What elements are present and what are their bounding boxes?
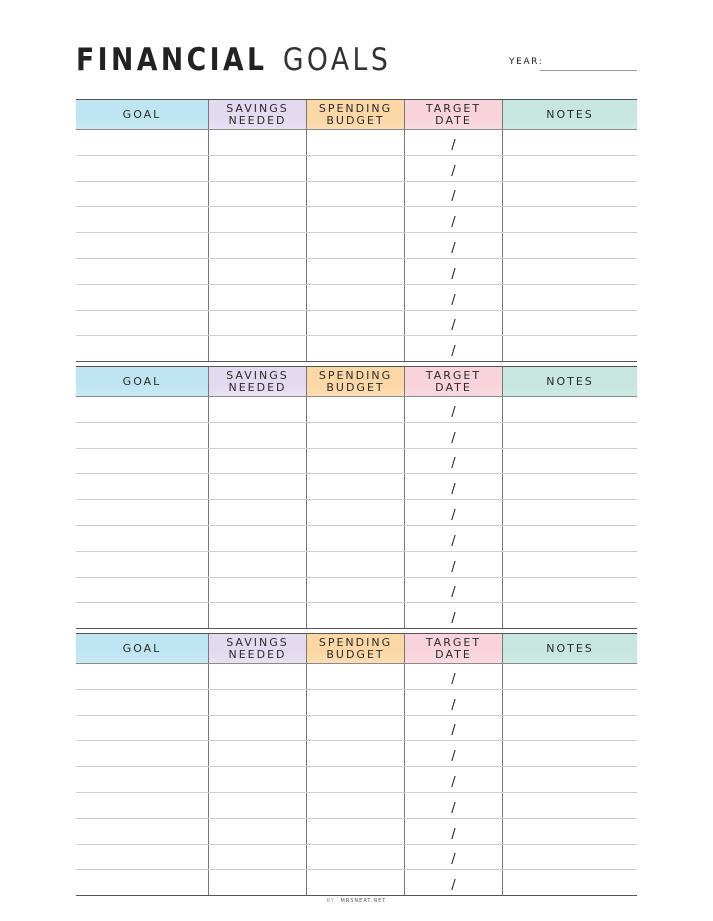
cell-goal[interactable] xyxy=(76,819,209,844)
cell-notes[interactable] xyxy=(503,552,637,577)
cell-goal[interactable] xyxy=(76,603,209,628)
cell-savings-needed[interactable] xyxy=(209,603,307,628)
cell-savings-needed[interactable] xyxy=(209,793,307,818)
cell-notes[interactable] xyxy=(503,819,637,844)
cell-target-date[interactable] xyxy=(405,207,503,232)
cell-target-date[interactable] xyxy=(405,845,503,870)
table-row xyxy=(76,741,637,767)
page-title xyxy=(76,38,391,82)
date-separator: / xyxy=(451,430,456,446)
cell-target-date[interactable] xyxy=(405,603,503,628)
cell-spending-budget[interactable] xyxy=(307,870,405,895)
cell-target-date[interactable] xyxy=(405,285,503,310)
cell-goal[interactable] xyxy=(76,767,209,792)
year-input-line[interactable] xyxy=(540,70,637,71)
cell-notes[interactable] xyxy=(503,156,637,181)
cell-notes[interactable] xyxy=(503,259,637,284)
title-bold-word: FINANCIAL xyxy=(76,42,268,78)
cell-target-date[interactable] xyxy=(405,156,503,181)
cell-target-date[interactable] xyxy=(405,690,503,715)
cell-spending-budget[interactable] xyxy=(307,207,405,232)
cell-spending-budget[interactable] xyxy=(307,578,405,603)
cell-savings-needed[interactable] xyxy=(209,474,307,499)
cell-target-date[interactable] xyxy=(405,259,503,284)
footer-credit xyxy=(0,898,713,904)
title-light-word: GOALS xyxy=(282,42,392,78)
cell-goal[interactable] xyxy=(76,233,209,258)
date-separator: / xyxy=(451,266,456,282)
table-row xyxy=(76,311,637,337)
date-separator: / xyxy=(451,878,456,894)
cell-savings-needed[interactable] xyxy=(209,500,307,525)
cell-spending-budget[interactable] xyxy=(307,285,405,310)
cell-goal[interactable] xyxy=(76,474,209,499)
cell-spending-budget[interactable] xyxy=(307,819,405,844)
cell-spending-budget[interactable] xyxy=(307,793,405,818)
header-notes: NOTES xyxy=(503,100,637,129)
date-separator: / xyxy=(451,559,456,575)
table-row xyxy=(76,664,637,690)
table-row xyxy=(76,716,637,742)
cell-spending-budget[interactable] xyxy=(307,767,405,792)
table-row xyxy=(76,130,637,156)
cell-savings-needed[interactable] xyxy=(209,552,307,577)
cell-notes[interactable] xyxy=(503,741,637,766)
cell-notes[interactable] xyxy=(503,474,637,499)
cell-notes[interactable] xyxy=(503,311,637,336)
cell-target-date[interactable] xyxy=(405,526,503,551)
table-row xyxy=(76,526,637,552)
cell-savings-needed[interactable] xyxy=(209,233,307,258)
cell-target-date[interactable] xyxy=(405,500,503,525)
cell-goal[interactable] xyxy=(76,156,209,181)
cell-target-date[interactable] xyxy=(405,578,503,603)
cell-notes[interactable] xyxy=(503,578,637,603)
cell-notes[interactable] xyxy=(503,603,637,628)
footer-site: MRSNEAT.NET xyxy=(340,898,387,904)
cell-goal[interactable] xyxy=(76,741,209,766)
cell-notes[interactable] xyxy=(503,845,637,870)
date-separator: / xyxy=(451,774,456,790)
cell-spending-budget[interactable] xyxy=(307,130,405,155)
cell-savings-needed[interactable] xyxy=(209,664,307,689)
cell-target-date[interactable] xyxy=(405,233,503,258)
goals-table-3 xyxy=(76,633,637,896)
cell-goal[interactable] xyxy=(76,449,209,474)
cell-savings-needed[interactable] xyxy=(209,130,307,155)
date-separator: / xyxy=(451,800,456,816)
table-row xyxy=(76,870,637,896)
cell-savings-needed[interactable] xyxy=(209,716,307,741)
cell-spending-budget[interactable] xyxy=(307,259,405,284)
cell-savings-needed[interactable] xyxy=(209,311,307,336)
cell-savings-needed[interactable] xyxy=(209,741,307,766)
cell-savings-needed[interactable] xyxy=(209,259,307,284)
cell-target-date[interactable] xyxy=(405,311,503,336)
cell-notes[interactable] xyxy=(503,500,637,525)
cell-target-date[interactable] xyxy=(405,664,503,689)
cell-goal[interactable] xyxy=(76,285,209,310)
table-row xyxy=(76,397,637,423)
cell-target-date[interactable] xyxy=(405,870,503,895)
table-row xyxy=(76,336,637,362)
table-row xyxy=(76,845,637,871)
cell-notes[interactable] xyxy=(503,793,637,818)
date-separator: / xyxy=(451,344,456,360)
cell-spending-budget[interactable] xyxy=(307,449,405,474)
cell-goal[interactable] xyxy=(76,259,209,284)
header-target-date: TARGET DATE xyxy=(405,100,503,129)
header-notes: NOTES xyxy=(503,367,637,396)
cell-goal[interactable] xyxy=(76,793,209,818)
cell-notes[interactable] xyxy=(503,130,637,155)
cell-goal[interactable] xyxy=(76,690,209,715)
cell-goal[interactable] xyxy=(76,311,209,336)
date-separator: / xyxy=(451,482,456,498)
cell-spending-budget[interactable] xyxy=(307,526,405,551)
cell-target-date[interactable] xyxy=(405,423,503,448)
cell-notes[interactable] xyxy=(503,207,637,232)
date-separator: / xyxy=(451,189,456,205)
cell-savings-needed[interactable] xyxy=(209,207,307,232)
table-row xyxy=(76,259,637,285)
cell-notes[interactable] xyxy=(503,182,637,207)
table-row xyxy=(76,690,637,716)
table-header xyxy=(76,99,637,130)
cell-goal[interactable] xyxy=(76,336,209,361)
table-row xyxy=(76,578,637,604)
cell-notes[interactable] xyxy=(503,716,637,741)
cell-savings-needed[interactable] xyxy=(209,449,307,474)
cell-spending-budget[interactable] xyxy=(307,716,405,741)
date-separator: / xyxy=(451,852,456,868)
cell-target-date[interactable] xyxy=(405,182,503,207)
header-spending-budget: SPENDING BUDGET xyxy=(307,367,405,396)
table-body xyxy=(76,130,637,362)
cell-savings-needed[interactable] xyxy=(209,182,307,207)
cell-spending-budget[interactable] xyxy=(307,741,405,766)
date-separator: / xyxy=(451,456,456,472)
cell-spending-budget[interactable] xyxy=(307,397,405,422)
cell-target-date[interactable] xyxy=(405,397,503,422)
cell-notes[interactable] xyxy=(503,285,637,310)
date-separator: / xyxy=(451,163,456,179)
table-body xyxy=(76,664,637,896)
table-row xyxy=(76,156,637,182)
cell-goal[interactable] xyxy=(76,500,209,525)
cell-savings-needed[interactable] xyxy=(209,156,307,181)
cell-notes[interactable] xyxy=(503,233,637,258)
table-row xyxy=(76,793,637,819)
date-separator: / xyxy=(451,697,456,713)
cell-savings-needed[interactable] xyxy=(209,285,307,310)
cell-savings-needed[interactable] xyxy=(209,845,307,870)
cell-savings-needed[interactable] xyxy=(209,690,307,715)
date-separator: / xyxy=(451,611,456,627)
cell-target-date[interactable] xyxy=(405,819,503,844)
cell-goal[interactable] xyxy=(76,207,209,232)
cell-spending-budget[interactable] xyxy=(307,845,405,870)
cell-savings-needed[interactable] xyxy=(209,819,307,844)
date-separator: / xyxy=(451,749,456,765)
cell-savings-needed[interactable] xyxy=(209,870,307,895)
cell-savings-needed[interactable] xyxy=(209,767,307,792)
cell-notes[interactable] xyxy=(503,870,637,895)
date-separator: / xyxy=(451,507,456,523)
cell-spending-budget[interactable] xyxy=(307,603,405,628)
cell-spending-budget[interactable] xyxy=(307,311,405,336)
footer-by: BY xyxy=(326,898,335,904)
header-goal: GOAL xyxy=(76,100,209,129)
cell-target-date[interactable] xyxy=(405,336,503,361)
date-separator: / xyxy=(451,826,456,842)
cell-goal[interactable] xyxy=(76,423,209,448)
cell-savings-needed[interactable] xyxy=(209,336,307,361)
header-notes: NOTES xyxy=(503,634,637,663)
cell-target-date[interactable] xyxy=(405,767,503,792)
cell-goal[interactable] xyxy=(76,664,209,689)
header-goal: GOAL xyxy=(76,367,209,396)
date-separator: / xyxy=(451,240,456,256)
cell-savings-needed[interactable] xyxy=(209,397,307,422)
date-separator: / xyxy=(451,585,456,601)
cell-spending-budget[interactable] xyxy=(307,156,405,181)
cell-target-date[interactable] xyxy=(405,449,503,474)
cell-spending-budget[interactable] xyxy=(307,423,405,448)
cell-notes[interactable] xyxy=(503,664,637,689)
cell-goal[interactable] xyxy=(76,182,209,207)
header-savings-needed: SAVINGS NEEDED xyxy=(209,367,307,396)
cell-target-date[interactable] xyxy=(405,793,503,818)
cell-target-date[interactable] xyxy=(405,474,503,499)
cell-goal[interactable] xyxy=(76,845,209,870)
cell-notes[interactable] xyxy=(503,526,637,551)
table-row xyxy=(76,474,637,500)
header-spending-budget: SPENDING BUDGET xyxy=(307,634,405,663)
date-separator: / xyxy=(451,404,456,420)
cell-savings-needed[interactable] xyxy=(209,526,307,551)
date-separator: / xyxy=(451,723,456,739)
table-row xyxy=(76,207,637,233)
cell-goal[interactable] xyxy=(76,870,209,895)
header-target-date: TARGET DATE xyxy=(405,367,503,396)
date-separator: / xyxy=(451,292,456,308)
cell-goal[interactable] xyxy=(76,130,209,155)
cell-spending-budget[interactable] xyxy=(307,474,405,499)
cell-target-date[interactable] xyxy=(405,130,503,155)
cell-notes[interactable] xyxy=(503,449,637,474)
cell-goal[interactable] xyxy=(76,716,209,741)
cell-target-date[interactable] xyxy=(405,552,503,577)
table-row xyxy=(76,449,637,475)
date-separator: / xyxy=(451,671,456,687)
year-label: YEAR: xyxy=(509,57,544,67)
table-header xyxy=(76,366,637,397)
date-separator: / xyxy=(451,215,456,231)
date-separator: / xyxy=(451,533,456,549)
table-row xyxy=(76,233,637,259)
table-row xyxy=(76,552,637,578)
cell-notes[interactable] xyxy=(503,767,637,792)
cell-savings-needed[interactable] xyxy=(209,423,307,448)
cell-goal[interactable] xyxy=(76,578,209,603)
header-spending-budget: SPENDING BUDGET xyxy=(307,100,405,129)
cell-notes[interactable] xyxy=(503,397,637,422)
table-row xyxy=(76,603,637,629)
table-row xyxy=(76,182,637,208)
cell-target-date[interactable] xyxy=(405,741,503,766)
cell-spending-budget[interactable] xyxy=(307,182,405,207)
cell-spending-budget[interactable] xyxy=(307,690,405,715)
goals-table-1 xyxy=(76,99,637,362)
cell-notes[interactable] xyxy=(503,423,637,448)
cell-notes[interactable] xyxy=(503,336,637,361)
cell-goal[interactable] xyxy=(76,526,209,551)
cell-spending-budget[interactable] xyxy=(307,500,405,525)
cell-goal[interactable] xyxy=(76,397,209,422)
header-goal: GOAL xyxy=(76,634,209,663)
cell-target-date[interactable] xyxy=(405,716,503,741)
header-savings-needed: SAVINGS NEEDED xyxy=(209,100,307,129)
cell-notes[interactable] xyxy=(503,690,637,715)
table-row xyxy=(76,500,637,526)
table-header xyxy=(76,633,637,664)
cell-spending-budget[interactable] xyxy=(307,233,405,258)
table-row xyxy=(76,285,637,311)
cell-savings-needed[interactable] xyxy=(209,578,307,603)
table-body xyxy=(76,397,637,629)
header-savings-needed: SAVINGS NEEDED xyxy=(209,634,307,663)
goals-table-2 xyxy=(76,366,637,629)
table-row xyxy=(76,767,637,793)
header-target-date: TARGET DATE xyxy=(405,634,503,663)
cell-goal[interactable] xyxy=(76,552,209,577)
cell-spending-budget[interactable] xyxy=(307,664,405,689)
date-separator: / xyxy=(451,318,456,334)
table-row xyxy=(76,423,637,449)
date-separator: / xyxy=(451,137,456,153)
table-row xyxy=(76,819,637,845)
cell-spending-budget[interactable] xyxy=(307,336,405,361)
cell-spending-budget[interactable] xyxy=(307,552,405,577)
